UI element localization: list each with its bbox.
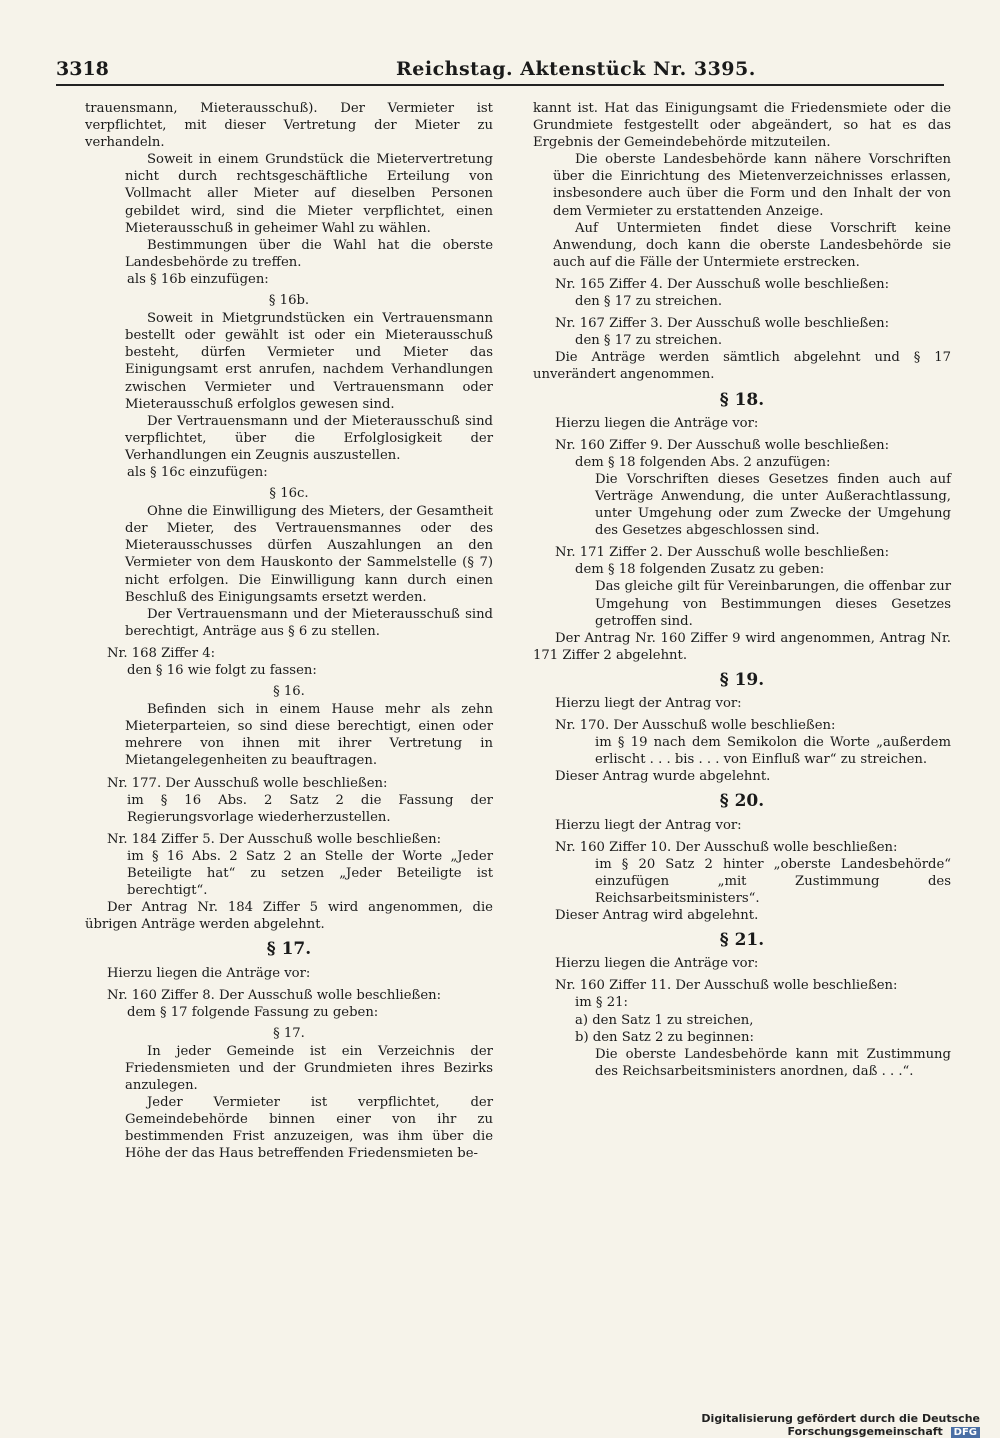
section-heading: § 17. <box>266 939 312 960</box>
intro-line: Hierzu liegt der Antrag vor: <box>555 696 742 711</box>
motion-instruction: im § 16 Abs. 2 Satz 2 die Fassung der Regierungsvorlage wiederherzustellen. <box>127 792 493 825</box>
subsection-heading: § 16. <box>273 684 305 700</box>
motion-reference: Nr. 168 Ziffer 4: <box>107 645 216 661</box>
motion-instruction: dem § 18 folgenden Abs. 2 anzufügen: <box>575 454 831 470</box>
motion-instruction: dem § 18 folgenden Zusatz zu geben: <box>575 562 825 578</box>
resolution: Der Antrag Nr. 184 Ziffer 5 wird angenommen, die übrigen Anträge werden abgelehnt. <box>85 900 493 933</box>
paragraph: Jeder Vermieter ist verpflichtet, der Gemeindebehörde binnen einer von ihr zu bestimmenden Frist anzuzeigen, was ihm über die Höhe der das Haus betreffenden Friedensmieten be- <box>125 1095 493 1162</box>
motion-instruction: im § 21: <box>575 995 628 1011</box>
intro-line: Hierzu liegen die Anträge vor: <box>555 415 759 431</box>
subsection-heading: § 16c. <box>269 486 309 502</box>
running-title: Reichstag. Aktenstück Nr. 3395. <box>396 58 756 80</box>
motion-reference: Nr. 160 Ziffer 10. Der Ausschuß wolle beschließen: <box>555 839 898 855</box>
motion-instruction: den § 16 wie folgt zu fassen: <box>127 663 317 678</box>
page-number: 3318 <box>56 58 109 80</box>
paragraph: Der Vertrauensmann und der Mieterausschuß sind verpflichtet, über die Erfolglosigkeit der Verhandlungen ein Zeugnis auszustellen. <box>125 413 493 463</box>
quoted-text: im § 19 nach dem Semikolon die Worte „außerdem erlischt . . . bis . . . von Einfluß war“ zu streichen. <box>595 735 951 768</box>
footer-text: Digitalisierung gefördert durch die Deutsche Forschungsgemeinschaft <box>701 1412 980 1438</box>
left-column <box>85 100 493 1163</box>
resolution: Die Anträge werden sämtlich abgelehnt und § 17 unverändert angenommen. <box>533 350 951 383</box>
motion-instruction: im § 16 Abs. 2 Satz 2 an Stelle der Worte „Jeder Beteiligte hat“ zu setzen „Jeder Beteiligte ist berechtigt“. <box>127 848 493 899</box>
quoted-text: Das gleiche gilt für Vereinbarungen, die offenbar zur Umgehung von Bestimmungen dieses Gesetzes getroffen sind. <box>595 579 951 629</box>
motion-instruction: dem § 17 folgende Fassung zu geben: <box>127 1004 379 1020</box>
intro-line: Hierzu liegen die Anträge vor: <box>107 965 311 981</box>
subsection-heading: § 17. <box>273 1025 305 1041</box>
section-heading: § 20. <box>719 791 765 812</box>
section-heading: § 18. <box>719 389 765 410</box>
dfg-logo: DFG <box>951 1427 980 1438</box>
motion-instruction: als § 16b einzufügen: <box>127 271 269 287</box>
paragraph: Die oberste Landesbehörde kann nähere Vorschriften über die Einrichtung des Mietenverzeichnisses erlassen, insbesondere auch über die Form und den Inhalt der von dem Vermieter zu erstattenden Anzeige. <box>553 152 951 219</box>
motion-reference: Nr. 167 Ziffer 3. Der Ausschuß wolle beschließen: <box>555 316 890 332</box>
intro-line: Hierzu liegt der Antrag vor: <box>555 817 742 833</box>
subsection-heading: § 16b. <box>268 293 310 309</box>
motion-reference: Nr. 170. Der Ausschuß wolle beschließen: <box>555 718 836 734</box>
paragraph: Befinden sich in einem Hause mehr als zehn Mieterparteien, so sind diese berechtigt, einen oder mehrere von ihnen mit ihrer Vertretung in Mietangelegenheiten zu beauftragen. <box>125 702 493 769</box>
footer-credit <box>560 1412 980 1438</box>
resolution: Der Antrag Nr. 160 Ziffer 9 wird angenommen, Antrag Nr. 171 Ziffer 2 abgelehnt. <box>533 630 951 663</box>
page-header <box>56 58 944 86</box>
paragraph: Ohne die Einwilligung des Mieters, der Gesamtheit der Mieter, des Vertrauensmannes oder des Mieterausschusses dürfen Auszahlungen an den Vermieter von dem Hauskonto der Sammelstelle (§ 7) nicht erfolgen. Die Einwilligung kann durch einen Beschluß des Einigungsamts ersetzt werden. <box>125 504 493 605</box>
right-column <box>533 100 951 1080</box>
quoted-text: im § 20 Satz 2 hinter „oberste Landesbehörde“ einzufügen „mit Zustimmung des Reichsarbeitsministers“. <box>595 856 951 906</box>
quoted-text: Die oberste Landesbehörde kann mit Zustimmung des Reichsarbeitsministers anordnen, daß . . .“. <box>595 1046 951 1079</box>
paragraph: kannt ist. Hat das Einigungsamt die Friedensmiete oder die Grundmiete festgestellt oder abgeändert, so hat es das Ergebnis der Gemeindebehörde mitzuteilen. <box>533 101 951 151</box>
intro-line: Dieser Antrag wird abgelehnt. <box>555 908 759 924</box>
motion-instruction: den § 17 zu streichen. <box>575 333 723 349</box>
motion-reference: Nr. 160 Ziffer 9. Der Ausschuß wolle beschließen: <box>555 437 890 453</box>
paragraph: Der Vertrauensmann und der Mieterausschuß sind berechtigt, Anträge aus § 6 zu stellen. <box>125 606 493 639</box>
paragraph: trauensmann, Mieterausschuß). Der Vermieter ist verpflichtet, mit dieser Vertretung der Mieter zu verhandeln. <box>85 101 493 151</box>
motion-instruction: den § 17 zu streichen. <box>575 294 723 310</box>
intro-line: Hierzu liegen die Anträge vor: <box>555 956 759 972</box>
motion-reference: Nr. 160 Ziffer 8. Der Ausschuß wolle beschließen: <box>107 987 442 1003</box>
paragraph: Auf Untermieten findet diese Vorschrift keine Anwendung, doch kann die oberste Landesbehörde sie auch auf die Fälle der Untermiete erstrecken. <box>553 220 951 270</box>
motion-reference: Nr. 171 Ziffer 2. Der Ausschuß wolle beschließen: <box>555 545 890 561</box>
quoted-text: Die Vorschriften dieses Gesetzes finden auch auf Verträge Anwendung, die unter Außerachtlassung, unter Umgehung oder zum Zwecke der Umgehung des Gesetzes abgeschlossen sind. <box>595 471 951 539</box>
motion-instruction: b) den Satz 2 zu beginnen: <box>575 1029 754 1045</box>
motion-reference: Nr. 165 Ziffer 4. Der Ausschuß wolle beschließen: <box>555 276 890 292</box>
paragraph: In jeder Gemeinde ist ein Verzeichnis der Friedensmieten und der Grundmieten ihres Bezirks anzulegen. <box>125 1043 493 1094</box>
motion-instruction: als § 16c einzufügen: <box>127 464 268 480</box>
paragraph: Soweit in einem Grundstück die Mietervertretung nicht durch rechtsgeschäftliche Erteilung von Vollmacht aller Mieter auf dieselben Personen gebildet wird, sind die Mieter verpflichtet, einen Mieterausschuß in geheimer Wahl zu wählen. <box>125 152 493 236</box>
paragraph: Soweit in Mietgrundstücken ein Vertrauensmann bestellt oder gewählt ist oder ein Mieterausschuß besteht, dürfen Vermieter und Mieter das Einigungsamt erst anrufen, nachdem Verhandlungen zwischen Vermieter und Vertrauensmann oder Mieterausschuß erfolglos gewesen sind. <box>125 311 493 412</box>
section-heading: § 19. <box>719 669 765 690</box>
motion-reference: Nr. 177. Der Ausschuß wolle beschließen: <box>107 775 388 791</box>
motion-reference: Nr. 184 Ziffer 5. Der Ausschuß wolle beschließen: <box>107 831 442 847</box>
paragraph: Bestimmungen über die Wahl hat die oberste Landesbehörde zu treffen. <box>125 237 493 270</box>
section-heading: § 21. <box>719 930 765 951</box>
motion-reference: Nr. 160 Ziffer 11. Der Ausschuß wolle beschließen: <box>555 978 898 994</box>
intro-line: Dieser Antrag wurde abgelehnt. <box>555 769 771 785</box>
motion-instruction: a) den Satz 1 zu streichen, <box>575 1012 754 1028</box>
